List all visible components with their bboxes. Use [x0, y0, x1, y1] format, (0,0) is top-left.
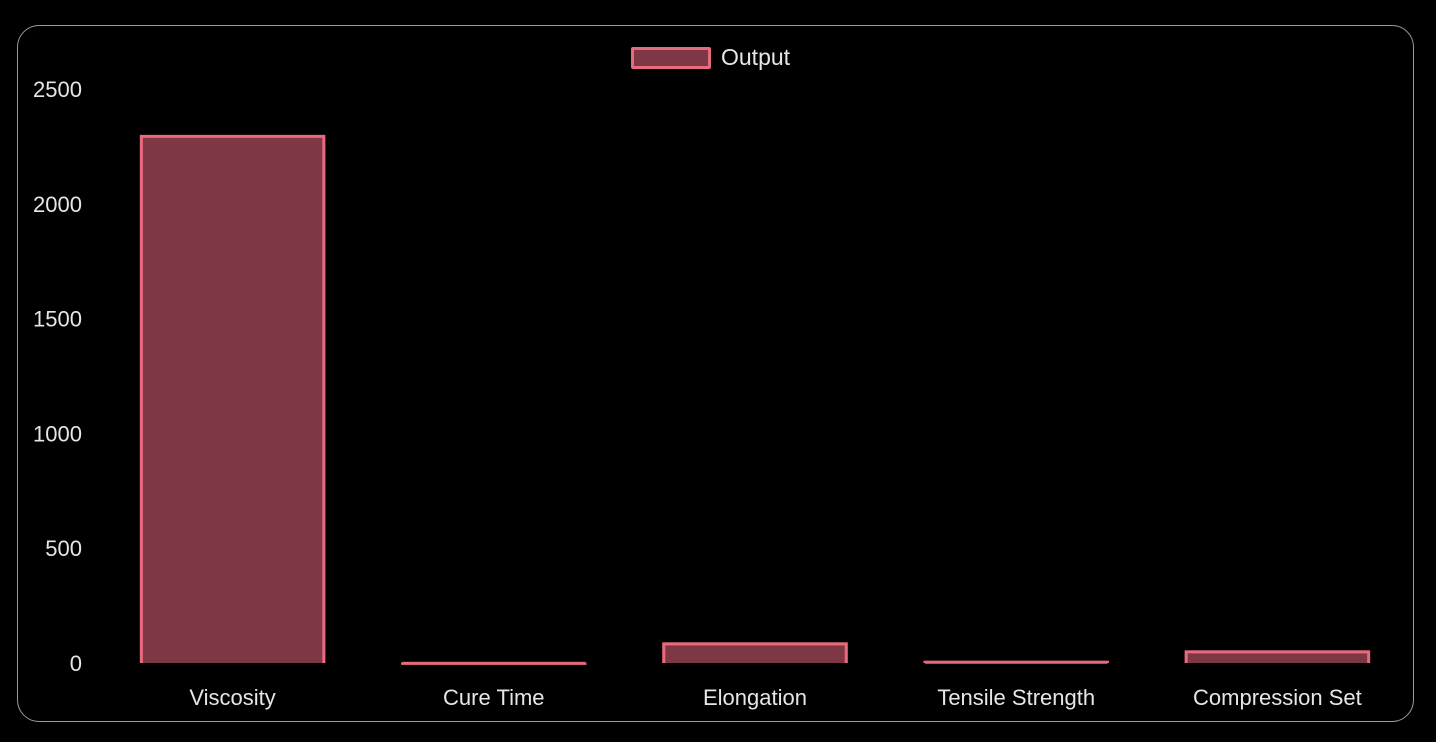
- bar-border-tensile-strength: [925, 662, 1107, 663]
- x-axis-ticks: [189, 685, 1361, 710]
- y-tick-label: 1500: [33, 306, 82, 332]
- bars: [140, 135, 1370, 663]
- legend-label-output: Output: [721, 44, 791, 70]
- x-tick-label: Cure Time: [443, 685, 545, 710]
- y-tick-label: 1000: [33, 421, 82, 447]
- x-tick-label: Viscosity: [189, 685, 276, 710]
- y-tick-label: 2500: [33, 77, 82, 102]
- y-axis-ticks: [33, 77, 82, 676]
- x-tick-label: Tensile Strength: [937, 685, 1096, 710]
- y-tick-label: 500: [45, 536, 82, 562]
- bar-elongation[interactable]: [662, 642, 847, 663]
- bar-viscosity[interactable]: [140, 135, 325, 663]
- x-tick-label: Compression Set: [1193, 685, 1362, 710]
- y-tick-label: 0: [69, 651, 82, 676]
- y-tick-label: 2000: [33, 191, 82, 217]
- x-tick-label: Elongation: [703, 685, 807, 710]
